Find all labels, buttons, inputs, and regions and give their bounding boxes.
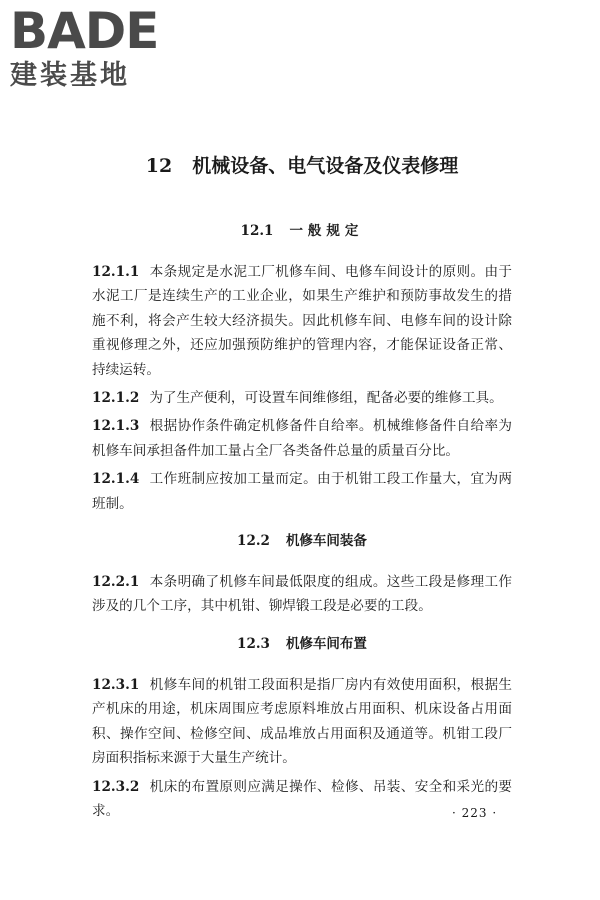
chapter-number: 12 — [145, 155, 173, 177]
clause-text: 本条规定是水泥工厂机修车间、电修车间设计的原则。由于水泥工厂是连续生产的工业企业，如果生产维护和预防事故发生的措施不利，将会产生较大经济损失。因此机修车间、电修车间的设计除重视修理之外，还应加强预防维护的管理内容，才能保证设备正常、持续运转。 — [92, 264, 512, 378]
publisher-logo — [10, 4, 180, 92]
clause — [92, 775, 512, 824]
clause — [92, 570, 512, 619]
clause-number: 12.1.4 — [92, 471, 140, 488]
clause-text: 机修车间的机钳工段面积是指厂房内有效使用面积，根据生产机床的用途，机床周围应考虑原料堆放占用面积、机床设备占用面积、操作空间、检修空间、成品堆放占用面积及通道等。机钳工段厂房面积指标来源于大量生产统计。 — [92, 676, 512, 767]
clause — [92, 414, 512, 463]
clause-number: 12.2.1 — [92, 574, 140, 591]
clause-text: 为了生产便利，可设置车间维修组，配备必要的维修工具。 — [149, 390, 503, 407]
section-title — [92, 220, 512, 242]
clause — [92, 673, 512, 771]
section-number: 12.3 — [237, 635, 270, 652]
section-12-2 — [92, 530, 512, 619]
clause-number: 12.3.1 — [92, 676, 140, 693]
logo-wordmark: BADE — [10, 2, 159, 60]
logo-subtitle: 建装基地 — [10, 60, 130, 91]
chapter-title-text: 机械设备、电气设备及仪表修理 — [192, 155, 459, 177]
clause-text: 工作班制应按加工量而定。由于机钳工段工作量大，宜为两班制。 — [92, 471, 512, 512]
clause-text: 机床的布置原则应满足操作、检修、吊装、安全和采光的要求。 — [92, 778, 512, 819]
clause-number: 12.3.2 — [92, 778, 140, 795]
clause — [92, 260, 512, 382]
section-title — [92, 530, 512, 552]
clause-text: 本条明确了机修车间最低限度的组成。这些工段是修理工作涉及的几个工序，其中机钳、铆焊锻工段是必要的工段。 — [92, 574, 512, 615]
section-number: 12.1 — [240, 223, 274, 239]
clause — [92, 467, 512, 516]
section-title-text: 一般规定 — [289, 223, 364, 239]
clause-number: 12.1.2 — [92, 390, 140, 407]
clause-number: 12.1.1 — [92, 264, 140, 280]
section-12-1 — [92, 220, 512, 516]
page-content — [92, 150, 512, 827]
page-number: · 223 · — [452, 806, 498, 820]
section-12-3 — [92, 633, 512, 823]
clause-text: 根据协作条件确定机修备件自给率。机械维修备件自给率为机修车间承担备件加工量占全厂各类备件总量的质量百分比。 — [92, 418, 512, 459]
clause — [92, 386, 512, 410]
section-number: 12.2 — [237, 533, 270, 550]
section-title-text: 机修车间布置 — [285, 635, 367, 652]
section-title — [92, 633, 512, 655]
chapter-title — [92, 150, 512, 182]
section-title-text: 机修车间装备 — [285, 533, 367, 550]
clause-number: 12.1.3 — [92, 418, 140, 435]
